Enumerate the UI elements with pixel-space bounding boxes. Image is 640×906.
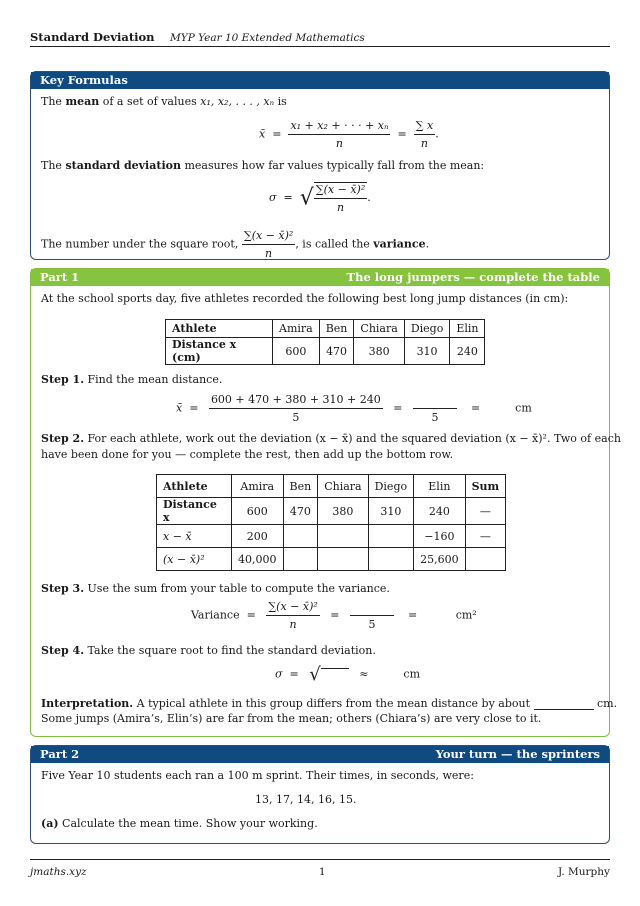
doc-subtitle: MYP Year 10 Extended Mathematics — [170, 32, 365, 44]
deviation-table: Athlete Amira Ben Chiara Diego Elin Sum Distance x 600 470 380 310 240 — x − x̄ 200 −160 — (x − x̄)² 40,000 25,600 — [156, 474, 506, 571]
part2-label: Part 2 — [40, 747, 80, 761]
part2-intro: Five Year 10 students each ran a 100 m sprint. Their times, in seconds, were: — [41, 769, 474, 782]
part1-label: Part 1 — [40, 270, 80, 284]
part1-box — [30, 268, 621, 737]
part1-intro: At the school sports day, five athletes recorded the following best long jump distances (in cm): — [41, 292, 569, 305]
mean-formula: x̄ = $\frac{\text{x₁ + x₂ + · · · + xₙ}}{n}$ = $\frac{\sum x}{n}$ . — [259, 119, 439, 150]
distance-table: Athlete Amira Ben Chiara Diego Elin Distance x (cm) 600 470 380 310 240 — [165, 319, 485, 365]
footer-site: jmaths.xyz — [30, 866, 87, 878]
step1-formula: x̄ = $\frac{600 + 470 + 380 + 310 + 240}{5}$ = 5 = cm — [176, 393, 532, 424]
step1: Step 1. Find the mean distance. — [41, 373, 223, 386]
step2-line2: have been done for you — complete the rest, then add up the bottom row. — [41, 448, 454, 461]
mean-definition: The mean of a set of values x₁, x₂, . . . , xₙ is — [41, 95, 287, 108]
part2-title: Your turn — the sprinters — [435, 747, 600, 761]
step3-formula: Variance = $\frac{\text{∑(x − x̄)²}}{n}$ = 5 = cm² — [191, 600, 477, 631]
variance-definition: The number under the square root, $\frac{\text{∑(x − x̄)²}}{n}$ , is called the variance. — [41, 229, 430, 260]
question-a: (a) Calculate the mean time. Show your working. — [41, 817, 318, 830]
sd-formula: σ = √ $\frac{\text{∑(x − x̄)²}}{n}$ . — [269, 183, 371, 214]
sqrt-sign: √ — [299, 185, 314, 211]
part1-bar — [31, 269, 609, 286]
part2-box — [30, 745, 610, 844]
key-formulas-heading: Key Formulas — [40, 73, 128, 87]
sd-definition: The standard deviation measures how far values typically fall from the mean: — [41, 159, 485, 172]
part2-bar — [31, 746, 609, 763]
step2-line1: Step 2. For each athlete, work out the deviation (x − x̄) and the squared deviation (x − x̄)². Two of each — [41, 432, 621, 445]
sqrt-sign: √ — [309, 664, 321, 685]
footer-author: J. Murphy — [557, 866, 610, 878]
key-formulas-box — [30, 71, 610, 260]
interpretation-line2: Some jumps (Amira’s, Elin’s) are far from the mean; others (Chiara’s) are very close to it. — [41, 712, 542, 725]
page-footer — [30, 859, 610, 878]
step4-formula: σ = √ ≈ cm — [275, 664, 420, 685]
page-header — [30, 30, 610, 47]
step4: Step 4. Take the square root to find the standard deviation. — [41, 644, 376, 657]
step3: Step 3. Use the sum from your table to compute the variance. — [41, 582, 390, 595]
interpretation-line1: Interpretation. A typical athlete in this group differs from the mean distance by about cm. — [41, 697, 618, 710]
doc-title: Standard Deviation — [30, 30, 155, 44]
part1-title: The long jumpers — complete the table — [346, 270, 600, 284]
sprint-times: 13, 17, 14, 16, 15. — [255, 793, 357, 806]
answer-blank[interactable] — [534, 698, 594, 710]
page-number: 1 — [318, 866, 326, 878]
key-formulas-bar — [31, 72, 609, 89]
